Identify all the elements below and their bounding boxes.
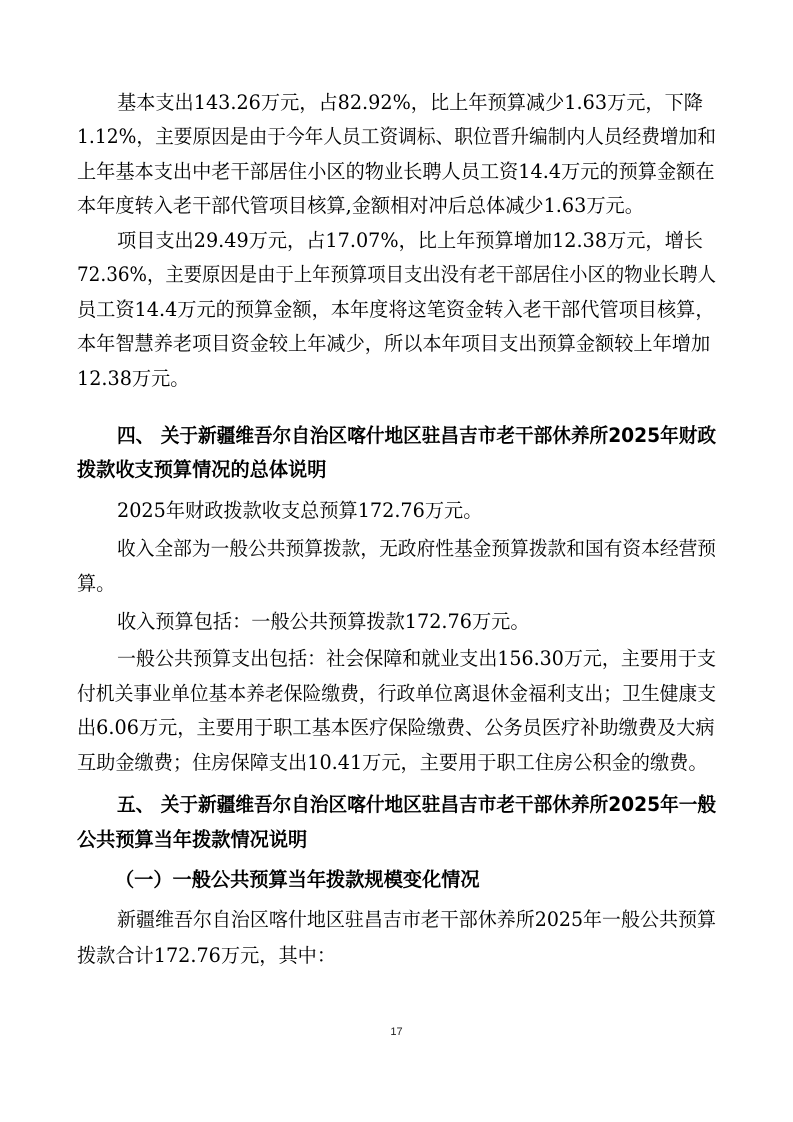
line-text: 拨款合计172.76万元，其中： — [77, 944, 337, 967]
heading-text: 拨款收支预算情况的总体说明 — [77, 458, 327, 481]
paragraph-line — [0, 326, 793, 362]
paragraph-line — [0, 361, 793, 397]
paragraph-line — [0, 566, 793, 602]
line-text: 2025年财政拨款收支总预算172.76万元。 — [117, 499, 483, 522]
line-text: 互助金缴费；住房保障支出10.41万元，主要用于职工住房公积金的缴费。 — [77, 751, 708, 774]
line-text: 本年智慧养老项目资金较上年减少，所以本年项目支出预算金额较上年增加 — [77, 332, 711, 355]
heading-text: 四、 关于新疆维吾尔自治区喀什地区驻昌吉市老干部休养所2025年财政 — [117, 424, 717, 447]
paragraph-line — [0, 493, 793, 529]
paragraph-line — [0, 85, 793, 121]
line-text: 基本支出143.26万元，占82.92%，比上年预算减少1.63万元，下降 — [117, 91, 703, 114]
paragraph-line — [0, 257, 793, 293]
paragraph-line — [0, 938, 793, 974]
section-heading — [0, 787, 793, 823]
line-text: 出6.06万元，主要用于职工基本医疗保险缴费、公务员医疗补助缴费及大病 — [77, 716, 715, 739]
heading-text: 五、 关于新疆维吾尔自治区喀什地区驻昌吉市老干部休养所2025年一般 — [117, 793, 717, 816]
paragraph-line — [0, 641, 793, 677]
paragraph-line — [0, 676, 793, 712]
line-text: 员工资14.4万元的预算金额，本年度将这笔资金转入老干部代管项目核算， — [77, 298, 715, 321]
paragraph-line — [0, 292, 793, 328]
page-number: 17 — [390, 1026, 403, 1038]
line-text: 上年基本支出中老干部居住小区的物业长聘人员工资14.4万元的预算金额在 — [77, 160, 715, 183]
line-text: 项目支出29.49万元，占17.07%，比上年预算增加12.38万元，增长 — [117, 229, 703, 252]
line-text: 本年度转入老干部代管项目核算,金额相对冲后总体减少1.63万元。 — [77, 194, 644, 217]
paragraph-line — [0, 223, 793, 259]
line-text: 付机关事业单位基本养老保险缴费，行政单位离退休金福利支出；卫生健康支 — [77, 682, 717, 705]
paragraph-line — [0, 154, 793, 190]
line-text: 1.12%，主要原因是由于今年人员工资调标、职位晋升编制内人员经费增加和 — [77, 125, 716, 148]
section-heading — [0, 418, 793, 454]
paragraph-line — [0, 119, 793, 155]
heading-text: （一）一般公共预算当年拨款规模变化情况 — [115, 868, 480, 891]
subsection-heading — [0, 862, 793, 898]
paragraph-line — [0, 902, 793, 938]
line-text: 一般公共预算支出包括：社会保障和就业支出156.30万元，主要用于支 — [117, 647, 717, 670]
section-heading — [0, 452, 793, 488]
line-text: 12.38万元。 — [77, 367, 190, 390]
line-text: 收入全部为一般公共预算拨款，无政府性基金预算拨款和国有资本经营预 — [117, 537, 717, 560]
paragraph-line — [0, 710, 793, 746]
paragraph-line — [0, 188, 793, 224]
line-text: 收入预算包括：一般公共预算拨款172.76万元。 — [117, 610, 530, 633]
paragraph-line — [0, 745, 793, 781]
paragraph-line — [0, 531, 793, 567]
line-text: 新疆维吾尔自治区喀什地区驻昌吉市老干部休养所2025年一般公共预算 — [117, 908, 716, 931]
line-text: 72.36%，主要原因是由于上年预算项目支出没有老干部居住小区的物业长聘人 — [77, 263, 716, 286]
line-text: 算。 — [77, 572, 116, 595]
heading-text: 公共预算当年拨款情况说明 — [77, 828, 308, 851]
paragraph-line — [0, 604, 793, 640]
section-heading — [0, 822, 793, 858]
